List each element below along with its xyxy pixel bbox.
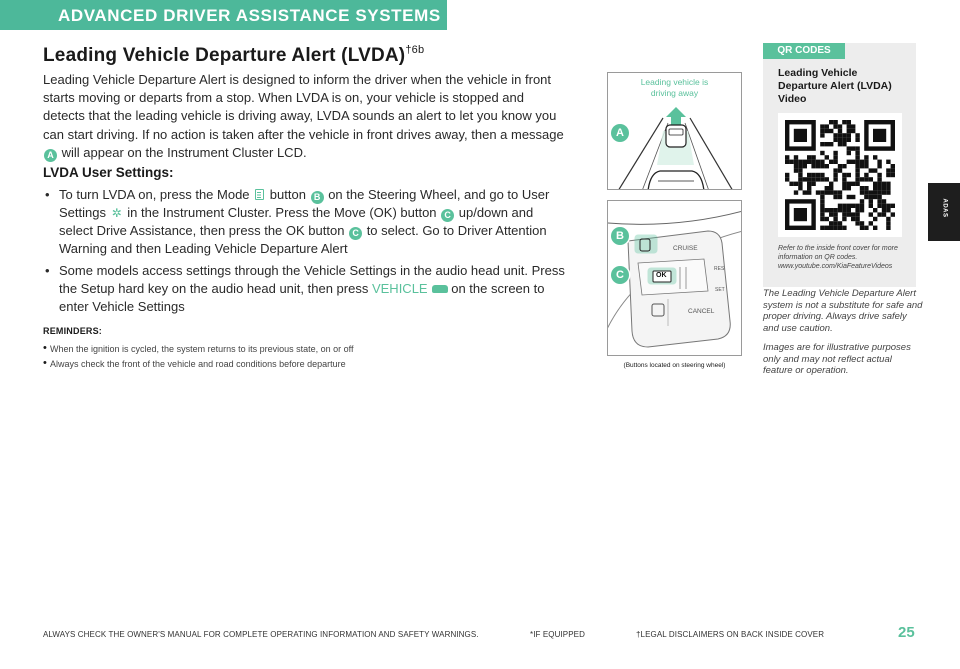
callout-badge-c: C	[441, 209, 454, 222]
qr-module	[877, 177, 881, 181]
qr-module	[851, 217, 855, 221]
qr-module	[855, 133, 859, 137]
qr-module	[807, 182, 811, 186]
callout-badge-c-2: C	[349, 227, 362, 240]
qr-module	[886, 190, 890, 194]
qr-label: QR CODES	[763, 43, 845, 59]
qr-module	[847, 146, 851, 150]
qr-module	[869, 199, 873, 203]
side-tab-label: ADAS	[941, 198, 948, 218]
qr-module	[847, 212, 851, 216]
qr-module	[873, 195, 877, 199]
wheel-caption: (Buttons located on steering wheel)	[623, 362, 726, 369]
bullet-2-text-2: on the screen to enter Vehicle Settings	[59, 281, 545, 314]
qr-module	[833, 208, 837, 212]
qr-module	[833, 212, 837, 216]
qr-module	[860, 190, 864, 194]
intro-text-2: will appear on the Instrument Cluster LCD.	[61, 144, 307, 160]
qr-module	[820, 129, 824, 133]
qr-module	[842, 142, 846, 146]
qr-module	[794, 164, 798, 168]
qr-module	[816, 177, 820, 181]
qr-module	[833, 160, 837, 164]
qr-module	[847, 129, 851, 133]
qr-module	[851, 195, 855, 199]
qr-module	[847, 120, 851, 124]
qr-module	[803, 164, 807, 168]
qr-module	[829, 190, 833, 194]
qr-module	[842, 133, 846, 137]
qr-module	[838, 124, 842, 128]
qr-module	[860, 204, 864, 208]
qr-module	[847, 133, 851, 137]
bullet-1-text-5: up/down and select Drive Assistance, then press the OK button	[59, 205, 534, 238]
qr-module	[825, 164, 829, 168]
qr-module	[877, 195, 881, 199]
qr-module	[820, 195, 824, 199]
qr-module	[803, 160, 807, 164]
qr-module	[886, 226, 890, 230]
qr-module	[847, 208, 851, 212]
qr-module	[785, 155, 789, 159]
qr-module	[803, 190, 807, 194]
qr-module	[842, 212, 846, 216]
intro-text-1: Leading Vehicle Departure Alert is designed to inform the driver when the vehicle in front starts moving or departs from a stop. When LVDA is on, your vehicle is stopped and detects that the leading vehicle is driving away, LVDA sounds an alert to let you know you can start driving. If no action is taken after the vehicle in front drives away, then a message	[43, 72, 564, 142]
footer-warning: ALWAYS CHECK THE OWNER'S MANUAL FOR COMPLETE OPERATING INFORMATION AND SAFETY WARNINGS.	[43, 630, 479, 639]
qr-module	[825, 177, 829, 181]
qr-module	[833, 168, 837, 172]
qr-module	[829, 182, 833, 186]
qr-module	[829, 129, 833, 133]
qr-module	[829, 208, 833, 212]
reminder-item: • When the ignition is cycled, the system returns to its previous state, on or off	[43, 342, 573, 357]
qr-module	[882, 190, 886, 194]
reminders-title: REMINDERS:	[43, 326, 103, 336]
qr-module	[811, 177, 815, 181]
settings-list	[43, 186, 568, 320]
qr-module	[869, 221, 873, 225]
qr-module	[798, 168, 802, 172]
qr-module	[785, 160, 789, 164]
qr-module	[860, 221, 864, 225]
qr-module	[855, 151, 859, 155]
qr-module	[838, 142, 842, 146]
qr-module	[860, 208, 864, 212]
qr-module	[847, 124, 851, 128]
qr-module	[842, 226, 846, 230]
qr-module	[864, 186, 868, 190]
qr-module	[882, 199, 886, 203]
qr-module	[794, 155, 798, 159]
qr-module	[855, 155, 859, 159]
qr-code-icon	[778, 113, 902, 237]
qr-module	[847, 182, 851, 186]
qr-module	[855, 204, 859, 208]
qr-module	[833, 151, 837, 155]
qr-module	[838, 226, 842, 230]
qr-module	[864, 177, 868, 181]
qr-module	[820, 204, 824, 208]
qr-module	[886, 186, 890, 190]
qr-module	[886, 160, 890, 164]
qr-module	[833, 217, 837, 221]
qr-module	[851, 160, 855, 164]
qr-module	[825, 217, 829, 221]
qr-module	[864, 195, 868, 199]
qr-module	[820, 177, 824, 181]
qr-module	[833, 133, 837, 137]
qr-module	[833, 120, 837, 124]
qr-module	[847, 186, 851, 190]
qr-module	[816, 173, 820, 177]
illustration-caption-text: Leading vehicle is driving away	[640, 77, 709, 98]
qr-note: Refer to the inside front cover for more information on QR codes. www.youtube.com/KiaFeatureVideos	[778, 245, 898, 270]
qr-module	[820, 217, 824, 221]
qr-module	[798, 182, 802, 186]
callout-b: B	[611, 227, 629, 245]
disclaimer-p2: Images are for illustrative purposes only and may not reflect actual feature or operation.	[763, 342, 911, 376]
qr-module	[785, 177, 789, 181]
section-header-title: ADVANCED DRIVER ASSISTANCE SYSTEMS (ADAS)	[58, 6, 510, 25]
res-label: RES	[714, 266, 725, 272]
qr-module	[820, 164, 824, 168]
qr-module	[860, 186, 864, 190]
qr-module	[825, 124, 829, 128]
qr-module	[811, 164, 815, 168]
qr-finder	[794, 208, 807, 221]
qr-module	[838, 221, 842, 225]
qr-module	[855, 212, 859, 216]
qr-module	[873, 208, 877, 212]
qr-module	[838, 133, 842, 137]
page-title-text: Leading Vehicle Departure Alert (LVDA)	[43, 45, 406, 66]
qr-module	[864, 190, 868, 194]
qr-module	[877, 164, 881, 168]
qr-module	[798, 164, 802, 168]
qr-module	[838, 195, 842, 199]
qr-module	[873, 182, 877, 186]
qr-module	[851, 212, 855, 216]
qr-module	[877, 173, 881, 177]
qr-module	[842, 186, 846, 190]
qr-module	[803, 177, 807, 181]
qr-module	[842, 138, 846, 142]
qr-module	[864, 160, 868, 164]
qr-module	[855, 168, 859, 172]
qr-module	[873, 168, 877, 172]
qr-module	[829, 212, 833, 216]
qr-module	[877, 182, 881, 186]
cruise-label: CRUISE	[673, 245, 698, 252]
qr-code[interactable]	[778, 113, 902, 237]
qr-module	[882, 212, 886, 216]
qr-module	[886, 173, 890, 177]
qr-module	[825, 186, 829, 190]
qr-module	[838, 168, 842, 172]
qr-module	[829, 226, 833, 230]
qr-module	[860, 226, 864, 230]
qr-module	[891, 173, 895, 177]
qr-module	[886, 168, 890, 172]
side-tab[interactable]	[928, 183, 960, 241]
qr-module	[886, 204, 890, 208]
qr-module	[869, 204, 873, 208]
qr-module	[855, 208, 859, 212]
qr-module	[873, 226, 877, 230]
qr-module	[847, 151, 851, 155]
qr-finder	[794, 129, 807, 142]
settings-heading: LVDA User Settings:	[43, 165, 174, 180]
bullet-dot: •	[45, 263, 50, 278]
qr-module	[869, 168, 873, 172]
qr-module	[851, 204, 855, 208]
qr-module	[838, 138, 842, 142]
qr-module	[820, 208, 824, 212]
callout-badge-b: B	[311, 191, 324, 204]
qr-module	[842, 120, 846, 124]
qr-module	[833, 124, 837, 128]
bullet-1-text-4: in the Instrument Cluster. Press the Move (OK) button	[127, 205, 437, 220]
qr-module	[820, 142, 824, 146]
qr-module	[886, 182, 890, 186]
qr-module	[811, 173, 815, 177]
qr-module	[855, 164, 859, 168]
qr-module	[838, 164, 842, 168]
qr-module	[877, 199, 881, 203]
qr-module	[829, 160, 833, 164]
qr-module	[842, 217, 846, 221]
qr-module	[833, 177, 837, 181]
qr-module	[842, 177, 846, 181]
vehicle-car-icon	[432, 285, 448, 293]
section-header	[0, 0, 510, 30]
qr-module	[891, 212, 895, 216]
qr-module	[829, 221, 833, 225]
disclaimer	[763, 288, 923, 377]
qr-module	[882, 208, 886, 212]
qr-module	[807, 177, 811, 181]
qr-module	[855, 146, 859, 150]
qr-module	[820, 226, 824, 230]
qr-module	[851, 124, 855, 128]
qr-module	[789, 182, 793, 186]
qr-module	[794, 168, 798, 172]
callout-a: A	[611, 124, 629, 142]
qr-module	[891, 168, 895, 172]
qr-module	[847, 173, 851, 177]
qr-module	[833, 195, 837, 199]
qr-module	[869, 212, 873, 216]
qr-module	[851, 129, 855, 133]
qr-module	[820, 124, 824, 128]
qr-module	[838, 204, 842, 208]
qr-module	[833, 173, 837, 177]
reminders-list	[43, 342, 573, 372]
qr-module	[833, 226, 837, 230]
qr-module	[851, 146, 855, 150]
qr-module	[873, 186, 877, 190]
qr-module	[860, 199, 864, 203]
qr-module	[833, 190, 837, 194]
user-settings-gear-icon: ✲	[111, 206, 122, 220]
qr-module	[838, 190, 842, 194]
qr-module	[855, 217, 859, 221]
qr-title: Leading Vehicle Departure Alert (LVDA) Video	[778, 67, 892, 105]
qr-module	[838, 208, 842, 212]
qr-module	[842, 182, 846, 186]
qr-module	[833, 138, 837, 142]
qr-module	[789, 160, 793, 164]
qr-module	[798, 173, 802, 177]
qr-module	[807, 173, 811, 177]
qr-module	[825, 142, 829, 146]
qr-module	[847, 160, 851, 164]
qr-module	[816, 190, 820, 194]
set-label: SET	[715, 287, 725, 293]
ok-label: OK	[656, 272, 667, 279]
qr-module	[811, 155, 815, 159]
qr-module	[864, 164, 868, 168]
qr-module	[860, 177, 864, 181]
qr-module	[842, 208, 846, 212]
qr-module	[811, 160, 815, 164]
qr-module	[816, 160, 820, 164]
qr-module	[833, 221, 837, 225]
qr-module	[855, 182, 859, 186]
qr-module	[807, 186, 811, 190]
qr-module	[807, 155, 811, 159]
qr-module	[847, 138, 851, 142]
qr-module	[807, 190, 811, 194]
qr-module	[855, 177, 859, 181]
qr-module	[820, 133, 824, 137]
qr-module	[820, 190, 824, 194]
qr-module	[820, 160, 824, 164]
disclaimer-p1: The Leading Vehicle Departure Alert system is not a substitute for safe and proper driving. Always drive safely and use caution.	[763, 288, 923, 334]
footer-legal: †LEGAL DISCLAIMERS ON BACK INSIDE COVER	[636, 630, 825, 639]
callout-badge-a: A	[44, 149, 57, 162]
bullet-1-text-1: To turn LVDA on, press the Mode	[59, 187, 250, 202]
title-superscript: †6b	[405, 44, 425, 56]
qr-module	[860, 160, 864, 164]
qr-module	[851, 182, 855, 186]
qr-module	[816, 164, 820, 168]
qr-module	[825, 226, 829, 230]
qr-module	[820, 199, 824, 203]
page-title	[43, 44, 424, 67]
vehicle-softkey-label: VEHICLE	[371, 281, 428, 296]
qr-module	[891, 204, 895, 208]
qr-module	[869, 195, 873, 199]
qr-module	[873, 155, 877, 159]
qr-module	[829, 142, 833, 146]
qr-module	[882, 204, 886, 208]
qr-module	[873, 190, 877, 194]
intro-paragraph	[43, 71, 568, 162]
qr-module	[877, 212, 881, 216]
qr-module	[860, 164, 864, 168]
qr-module	[873, 217, 877, 221]
qr-module	[825, 155, 829, 159]
qr-module	[847, 204, 851, 208]
qr-module	[877, 190, 881, 194]
qr-module	[820, 173, 824, 177]
qr-module	[842, 164, 846, 168]
qr-module	[864, 155, 868, 159]
bullet-1-text-2: button	[269, 187, 306, 202]
bullet-2-text-1: Some models access settings through the Vehicle Settings in the audio head unit. Press the Setup hard key on the audio head unit, then press	[59, 263, 565, 296]
qr-module	[807, 160, 811, 164]
reminder-item: • Always check the front of the vehicle and road conditions before departure	[43, 357, 573, 372]
footer-if-equipped: *IF EQUIPPED	[530, 630, 585, 639]
mode-button-icon	[255, 189, 264, 200]
qr-module	[864, 226, 868, 230]
footer	[43, 630, 825, 639]
qr-module	[794, 190, 798, 194]
qr-module	[785, 173, 789, 177]
qr-module	[877, 204, 881, 208]
qr-module	[864, 173, 868, 177]
callout-c: C	[611, 266, 629, 284]
bullet-1-text-6: to select. Go to Driver Attention Warning and then Leading Vehicle Departure Alert	[59, 223, 547, 256]
qr-module	[869, 177, 873, 181]
settings-bullet-1	[43, 186, 568, 258]
qr-module	[886, 221, 890, 225]
qr-module	[855, 221, 859, 225]
qr-module	[882, 186, 886, 190]
qr-module	[842, 204, 846, 208]
qr-module	[798, 186, 802, 190]
cancel-label: CANCEL	[688, 308, 715, 315]
qr-module	[869, 190, 873, 194]
qr-module	[825, 208, 829, 212]
qr-module	[855, 173, 859, 177]
qr-module	[820, 212, 824, 216]
qr-module	[829, 120, 833, 124]
qr-module	[794, 160, 798, 164]
qr-module	[891, 164, 895, 168]
qr-module	[886, 217, 890, 221]
qr-module	[886, 208, 890, 212]
qr-module	[838, 129, 842, 133]
qr-module	[798, 177, 802, 181]
qr-finder	[873, 129, 886, 142]
bullet-dot: •	[45, 187, 50, 202]
qr-module	[833, 155, 837, 159]
qr-module	[820, 151, 824, 155]
qr-module	[825, 190, 829, 194]
qr-module	[798, 160, 802, 164]
qr-module	[847, 195, 851, 199]
qr-module	[855, 160, 859, 164]
qr-module	[855, 138, 859, 142]
qr-module	[794, 182, 798, 186]
page-number: 25	[898, 624, 915, 641]
qr-module	[825, 129, 829, 133]
qr-module	[877, 160, 881, 164]
bullet-1-text-3: on the Steering Wheel, and go to User Settings	[59, 187, 550, 220]
qr-module	[882, 182, 886, 186]
qr-module	[829, 186, 833, 190]
settings-bullet-2	[43, 262, 568, 316]
qr-module	[811, 182, 815, 186]
qr-module	[877, 186, 881, 190]
qr-module	[842, 173, 846, 177]
